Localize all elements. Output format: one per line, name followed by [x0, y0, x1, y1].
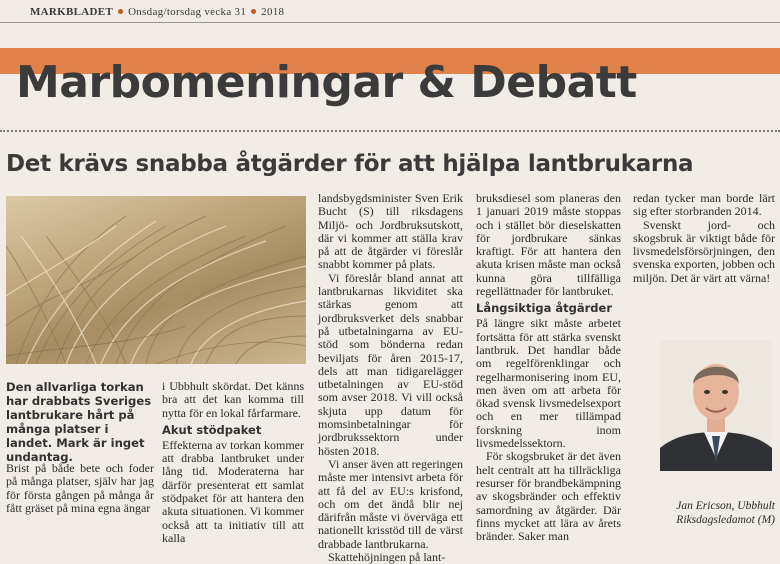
dot-separator — [251, 9, 256, 14]
paragraph: Vi anser även att regeringen måste mer intensivt arbeta för att få del av EU:s krisfond, och om det ändå blir nej därifrån måste vi överväga ett nationellt krisstöd till de värst drabbade lantbrukarna. — [318, 456, 463, 551]
author-name: Jan Ericson, Ubbhult — [676, 500, 775, 512]
section-title: Marbomeningar & Debatt — [16, 57, 637, 108]
paragraph: Svenskt jord- och skogsbruk är viktigt både för livsmedelsförsörjningen, den svenska exporten, jobben och miljön. Det är värt att värna! — [633, 217, 775, 285]
subheading-langsiktiga-atgarder: Långsiktiga åtgärder — [476, 301, 613, 316]
portrait-caption — [640, 500, 775, 527]
masthead-issue: Onsdag/torsdag vecka 31 — [128, 6, 247, 18]
article-column-1 — [6, 462, 154, 539]
paragraph: För skogsbruket är det även helt centralt att ha tillräckliga resurser för brandbekämpning av skogsbränder och effektiv samordning av åtgärder. Där finns mycket att lära av årets bränder. Saker man — [476, 449, 621, 544]
drought-grass-photo — [6, 196, 306, 364]
dotted-divider — [0, 130, 780, 132]
paragraph: Vi föreslår bland annat att lantbrukarnas likviditet ska stärkas genom att jordbruksverket dels snabbar på utbetalningarna av EU-stöd som bönderna redan beviljats för åren 2015-17, dels att man tidigarelägger utbetalningen av EU-stöd som avser 2018. Vi vill också skjuta upp datum för momsinbetalningar för jordbrukssektorn under hösten 2018. — [318, 270, 463, 458]
paragraph: i Ubbhult skördat. Det känns bra att det kan komma till nytta för en lokal fårfarmare. — [162, 379, 304, 420]
subheading-akut-stodpaket: Akut stödpaket — [162, 422, 262, 437]
top-rule — [0, 22, 780, 23]
article-column-4 — [476, 191, 621, 544]
paragraph: bruksdiesel som planeras den 1 januari 2019 måste stoppas och i stället bör dieselskatten för jordbrukare sänkas kraftigt. För att hantera den akuta krisen måste man också kunna göra tillfälliga regellättnader för lantbruket. — [476, 191, 621, 299]
paragraph: Brist på både bete och foder på många platser, själv har jag för första gången på många år fått gräset på mina egna ängar — [6, 461, 154, 515]
masthead — [30, 6, 284, 18]
article-column-3 — [318, 191, 463, 564]
author-portrait — [660, 340, 772, 471]
paragraph: landsbygdsminister Sven Erik Bucht (S) till riksdagens Miljö- och Jordbruksutskott, där vi kommer att ställa krav på att de åtgärder vi föreslår snabbt kommer på plats. — [318, 191, 463, 272]
paragraph: redan tycker man borde lärt sig efter storbranden 2014. — [633, 191, 775, 219]
article-column-2 — [162, 379, 304, 545]
paragraph: Skattehöjningen på lant- — [328, 550, 446, 564]
article-headline: Det krävs snabba åtgärder för att hjälpa lantbrukarna — [6, 151, 694, 177]
author-role: Riksdagsledamot (M) — [676, 513, 775, 526]
article-lead: Den allvarliga torkan har drabbats Sveriges lantbrukare hårt på många platser i landet. Mark är inget undantag. — [6, 380, 152, 464]
masthead-brand: MARKBLADET — [30, 6, 114, 18]
dot-separator — [118, 9, 123, 14]
masthead-year: 2018 — [261, 6, 285, 18]
article-column-5 — [633, 192, 775, 292]
paragraph: Effekterna av torkan kommer att drabba lantbruket under lång tid. Moderaterna har därför presenterat ett samlat stödpaket för att hantera den akuta situationen. Vi kommer också att ta initiativ till att kalla — [162, 437, 304, 545]
paragraph: På längre sikt måste arbetet fortsätta för att stärka svenskt lantbruk. Det handlar både om regelförenklingar och regelharmonisering inom EU, men även om att arbeta för ökad svensk livsmedelsexport och en mer tillämpad forskning inom livsmedelssektorn. — [476, 316, 621, 451]
